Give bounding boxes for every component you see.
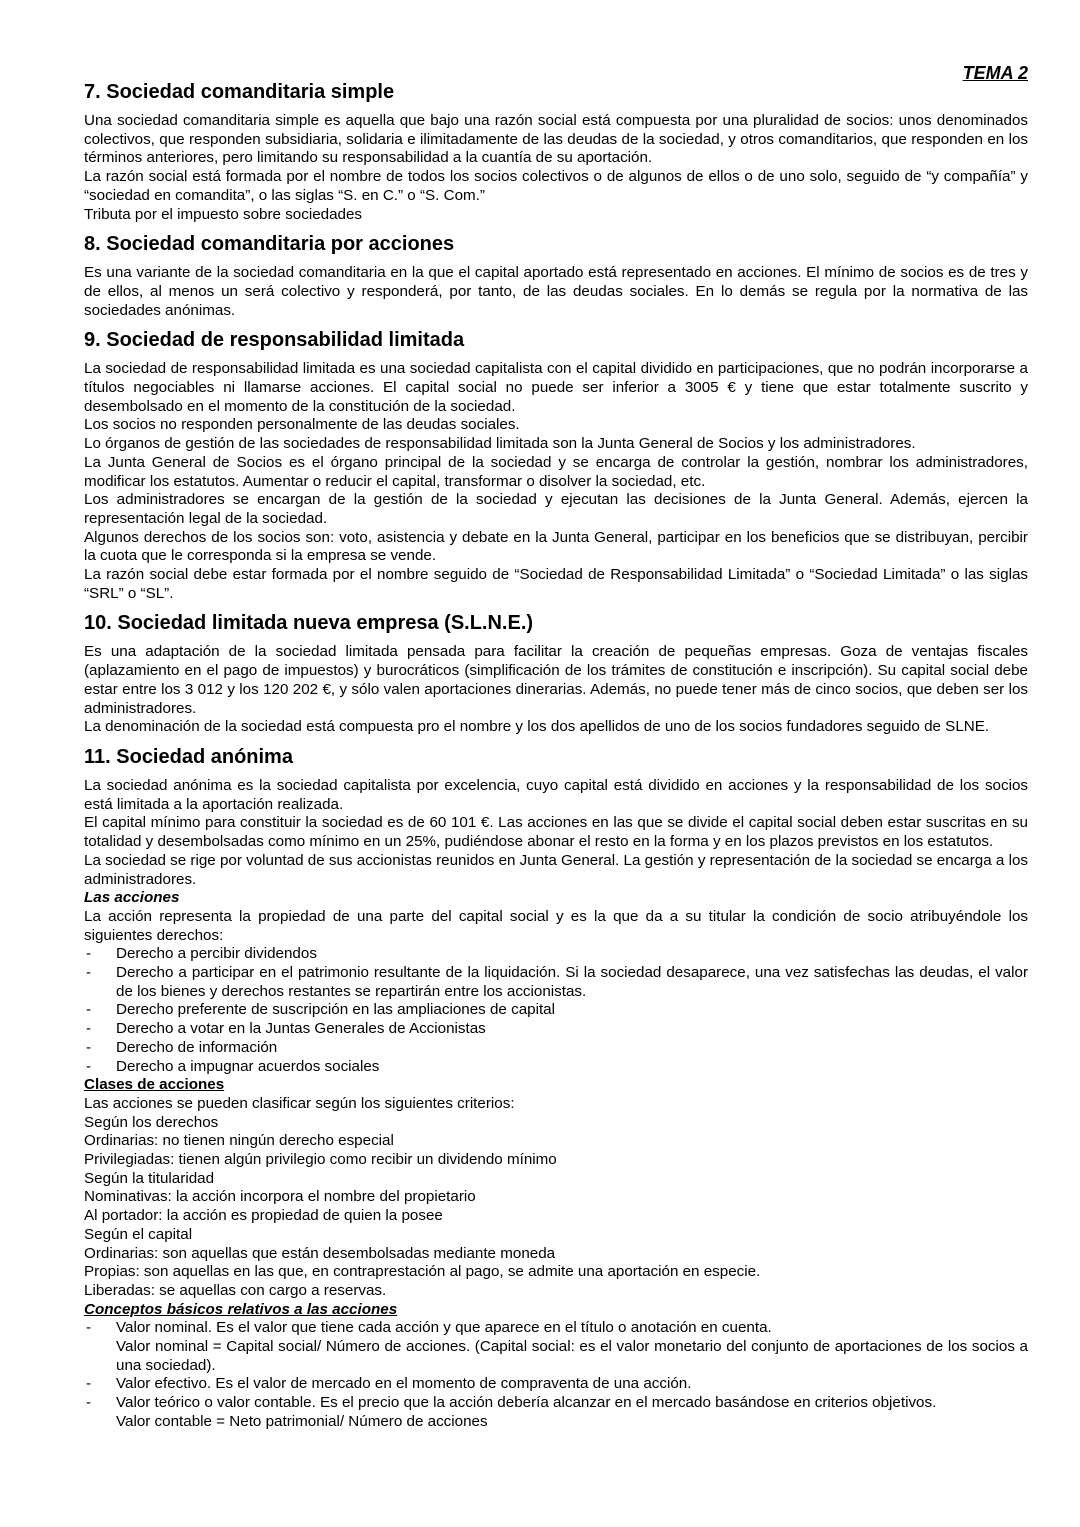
clases-line: Al portador: la acción es propiedad de quien la posee	[84, 1207, 443, 1225]
dash-bullet: -	[86, 1319, 92, 1337]
section-9-paragraph: Algunos derechos de los socios son: voto, asistencia y debate en la Junta General, participar en los beneficios que se distribuyan, percibir la cuota que le corresponda si la empresa se vende.	[84, 528, 1028, 565]
conceptos-heading: Conceptos básicos relativos a las acciones	[84, 1300, 398, 1318]
clases-line: Según la titularidad	[84, 1169, 215, 1187]
list-item	[84, 1375, 1028, 1394]
section-7-paragraph: Tributa por el impuesto sobre sociedades	[84, 205, 363, 223]
clases-line: Las acciones se pueden clasificar según los siguientes criterios:	[84, 1094, 515, 1112]
clases-line: Propias: son aquellas en las que, en contraprestación al pago, se admite una aportación en especie.	[84, 1263, 761, 1281]
list-item	[84, 1020, 1028, 1039]
clases-line: Ordinarias: son aquellas que están desembolsadas mediante moneda	[84, 1244, 556, 1262]
clases-line: Liberadas: se aquellas con cargo a reservas.	[84, 1281, 387, 1299]
clases-line: Según el capital	[84, 1225, 193, 1243]
list-item	[84, 1319, 1028, 1375]
list-item	[84, 1001, 1028, 1020]
section-10-title: 10. Sociedad limitada nueva empresa (S.L.N.E.)	[84, 612, 534, 635]
list-item-text: Derecho a impugnar acuerdos sociales	[116, 1057, 380, 1075]
dash-bullet: -	[86, 1038, 92, 1056]
section-8-title: 8. Sociedad comanditaria por acciones	[84, 233, 455, 256]
concept-text: Valor efectivo. Es el valor de mercado en el momento de compraventa de una acción.	[116, 1375, 692, 1393]
section-7-title: 7. Sociedad comanditaria simple	[84, 81, 395, 103]
acciones-intro: La acción representa la propiedad de una parte del capital social y es la que da a su titular la condición de socio atribuyéndole los siguientes derechos:	[84, 907, 1028, 944]
dash-bullet: -	[86, 1001, 92, 1019]
section-9-title: 9. Sociedad de responsabilidad limitada	[84, 329, 465, 352]
section-9-paragraph: La razón social debe estar formada por el nombre seguido de “Sociedad de Responsabilidad Limitada” o “Sociedad Limitada” o las siglas “SRL” o “SL”.	[84, 566, 1028, 602]
section-8-paragraph: Es una variante de la sociedad comanditaria en la que el capital aportado está representado en acciones. El mínimo de socios es de tres y de ellos, al menos un será colectivo y responderá, por tanto, de las deudas sociales. En lo demás se regula por la normativa de las sociedades anónimas.	[84, 264, 1028, 319]
concept-formula: Valor nominal = Capital social/ Número de acciones. (Capital social: es el valor monetario del conjunto de aportaciones de los socios a una sociedad).	[116, 1338, 1028, 1374]
conceptos-list	[84, 1319, 1028, 1431]
list-item	[84, 1394, 1028, 1431]
section-9-paragraph: Los administradores se encargan de la gestión de la sociedad y ejecutan las decisiones de la Junta General. Además, ejercen la representación legal de la sociedad.	[84, 491, 1028, 527]
dash-bullet: -	[86, 1020, 92, 1038]
list-item	[84, 964, 1028, 1001]
list-item-text: Derecho de información	[116, 1038, 278, 1056]
section-10-paragraph: Es una adaptación de la sociedad limitada pensada para facilitar la creación de pequeñas empresas. Goza de ventajas fiscales (aplazamiento en el pago de impuestos) y burocráticos (simplificación de los trámites de constitución e inscripción). Su capital social debe estar entre los 3 012 y los 120 202 €, y sólo valen aportaciones dinerarias. Además, no puede tener más de cinco socios, que deben ser los administradores.	[84, 643, 1028, 717]
section-10-paragraph: La denominación de la sociedad está compuesta pro el nombre y los dos apellidos de uno de los socios fundadores seguido de SLNE.	[84, 718, 990, 736]
section-9-paragraph: Los socios no responden personalmente de las deudas sociales.	[84, 416, 520, 434]
concept-formula: Valor contable = Neto patrimonial/ Número de acciones	[116, 1412, 488, 1430]
page-header-tema: TEMA 2	[962, 63, 1028, 83]
document-page	[84, 62, 1028, 1432]
list-item	[84, 945, 1028, 964]
list-item-text: Derecho a percibir dividendos	[116, 945, 317, 963]
clases-line: Nominativas: la acción incorpora el nombre del propietario	[84, 1188, 476, 1206]
clases-line: Ordinarias: no tienen ningún derecho especial	[84, 1132, 394, 1150]
section-9-paragraph: Lo órganos de gestión de las sociedades de responsabilidad limitada son la Junta General de Socios y los administradores.	[84, 435, 916, 453]
clases-line: Según los derechos	[84, 1113, 219, 1131]
section-11-paragraph: La sociedad anónima es la sociedad capitalista por excelencia, cuyo capital está dividido en acciones y la responsabilidad de los socios está limitada a la aportación realizada.	[84, 776, 1028, 813]
dash-bullet: -	[86, 1375, 92, 1393]
list-item	[84, 1058, 1028, 1077]
dash-bullet: -	[86, 1057, 92, 1075]
acciones-rights-list	[84, 945, 1028, 1076]
list-item-text: Derecho preferente de suscripción en las ampliaciones de capital	[116, 1001, 555, 1019]
list-item	[84, 1039, 1028, 1058]
section-11-title: 11. Sociedad anónima	[84, 745, 293, 768]
section-11-paragraph: El capital mínimo para constituir la sociedad es de 60 101 €. Las acciones en las que se divide el capital social deben estar suscritas en su totalidad y desembolsadas como mínimo en un 25%, pudiéndose abonar el resto en la forma y en los plazos previstos en los estatutos.	[84, 814, 1028, 851]
section-9-paragraph: La sociedad de responsabilidad limitada es una sociedad capitalista con el capital dividido en participaciones, que no podrán incorporarse a títulos negociables ni llamarse acciones. El capital social no puede ser inferior a 3005 € y tiene que estar totalmente suscrito y desembolsado en el momento de la constitución de la sociedad.	[84, 360, 1028, 415]
list-item-text: Derecho a votar en la Juntas Generales de Accionistas	[116, 1020, 486, 1038]
section-7-paragraph: Una sociedad comanditaria simple es aquella que bajo una razón social está compuesta por una pluralidad de socios: unos denominados colectivos, que responden subsidiaria, solidaria e ilimitadamente de las deudas de la sociedad, y otros comanditarios, que responden en los términos anteriores, pero limitando su responsabilidad a la cuantía de su aportación.	[84, 112, 1028, 167]
concept-text: Valor nominal. Es el valor que tiene cada acción y que aparece en el título o anotación en cuenta.	[116, 1319, 772, 1337]
acciones-heading: Las acciones	[84, 889, 180, 907]
list-item-text: Derecho a participar en el patrimonio resultante de la liquidación. Si la sociedad desaparece, una vez satisfechas las deudas, el valor de los bienes y derechos restantes se repartirán entre los accionistas.	[116, 964, 1028, 1000]
clases-line: Privilegiadas: tienen algún privilegio como recibir un dividendo mínimo	[84, 1151, 557, 1169]
section-11-paragraph: La sociedad se rige por voluntad de sus accionistas reunidos en Junta General. La gestión y representación de la sociedad se encarga a los administradores.	[84, 851, 1028, 888]
concept-text: Valor teórico o valor contable. Es el precio que la acción debería alcanzar en el mercado basándose en criterios objetivos.	[116, 1394, 937, 1412]
section-7-paragraph: La razón social está formada por el nombre de todos los socios colectivos o de algunos de ellos o de uno solo, seguido de “y compañía” y “sociedad en comandita”, o las siglas “S. en C.” o “S. Com.”	[84, 168, 1028, 204]
dash-bullet: -	[86, 945, 92, 963]
clases-heading: Clases de acciones	[84, 1076, 225, 1094]
dash-bullet: -	[86, 964, 92, 982]
section-9-paragraph: La Junta General de Socios es el órgano principal de la sociedad y se encarga de controlar la gestión, nombrar los administradores, modificar los estatutos. Aumentar o reducir el capital, transformar o disolver la sociedad, etc.	[84, 453, 1028, 490]
dash-bullet: -	[86, 1394, 92, 1412]
